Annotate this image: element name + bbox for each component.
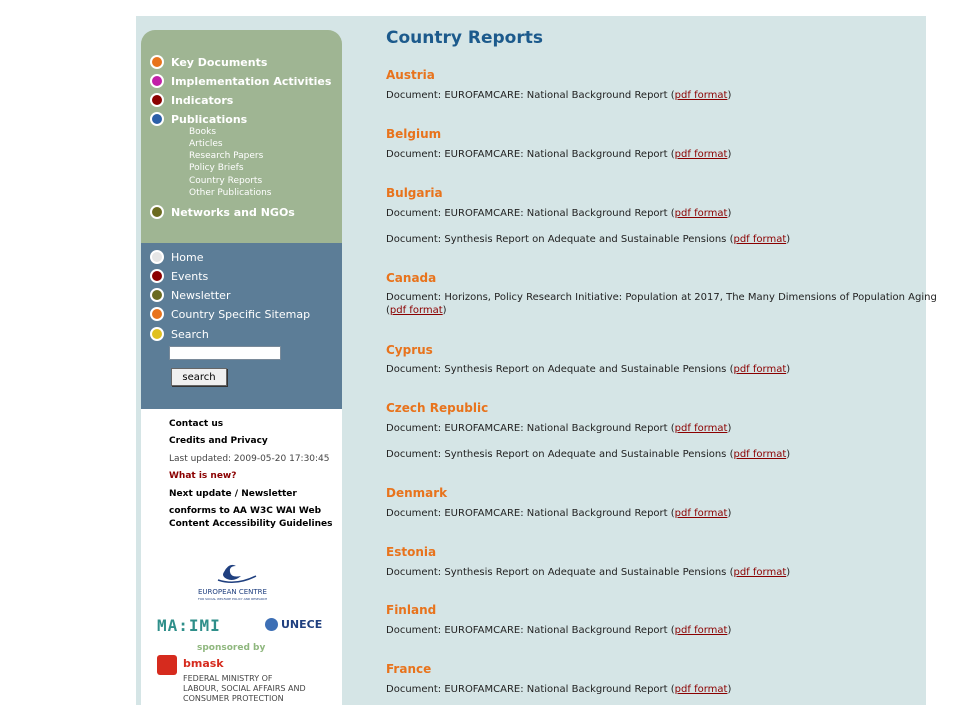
bmask-logo[interactable] bbox=[157, 654, 306, 703]
nav-label: Indicators bbox=[171, 93, 234, 107]
sub-item-articles[interactable]: Articles bbox=[189, 139, 223, 149]
nav-networks-ngos[interactable] bbox=[150, 204, 295, 220]
pdf-format-link[interactable]: pdf format bbox=[389, 305, 443, 316]
document-suffix: ) bbox=[442, 305, 447, 316]
country-heading-belgium: Belgium bbox=[386, 127, 442, 141]
document-title: Document: Horizons, Policy Research Initiative: Population at 2017, The Many Dimensions of Population Aging bbox=[386, 292, 937, 303]
country-heading-france: France bbox=[386, 662, 432, 676]
bullet-icon bbox=[150, 205, 164, 219]
sub-item-other-publications[interactable]: Other Publications bbox=[189, 188, 272, 198]
european-centre-logo[interactable] bbox=[196, 560, 276, 602]
country-heading-denmark: Denmark bbox=[386, 486, 448, 500]
bullet-icon bbox=[150, 250, 164, 264]
document-title: Document: EUROFAMCARE: National Background Report ( bbox=[386, 208, 675, 219]
document-title: Document: EUROFAMCARE: National Background Report ( bbox=[386, 90, 675, 101]
bullet-icon bbox=[150, 288, 164, 302]
country-heading-austria: Austria bbox=[386, 68, 435, 82]
pdf-format-link[interactable]: pdf format bbox=[733, 449, 787, 460]
document-title: Document: Synthesis Report on Adequate and Sustainable Pensions ( bbox=[386, 234, 734, 245]
un-globe-icon bbox=[265, 618, 278, 631]
search-button[interactable]: search bbox=[171, 368, 227, 386]
nav-label: Search bbox=[171, 327, 209, 341]
document-entry bbox=[386, 291, 937, 304]
unece-label: UNECE bbox=[281, 618, 323, 631]
document-entry bbox=[386, 233, 790, 246]
document-title: Document: EUROFAMCARE: National Background Report ( bbox=[386, 149, 675, 160]
document-suffix: ) bbox=[727, 90, 732, 101]
pdf-format-link[interactable]: pdf format bbox=[733, 364, 787, 375]
nav-publications[interactable] bbox=[150, 111, 247, 127]
document-entry bbox=[386, 422, 731, 435]
document-suffix: ) bbox=[727, 625, 732, 636]
nav-label: Implementation Activities bbox=[171, 74, 332, 88]
sub-item-books[interactable]: Books bbox=[189, 127, 217, 137]
document-title: Document: Synthesis Report on Adequate and Sustainable Pensions ( bbox=[386, 449, 734, 460]
sub-item-country-reports[interactable]: Country Reports bbox=[189, 176, 263, 186]
bullet-icon bbox=[150, 269, 164, 283]
pdf-format-link[interactable]: pdf format bbox=[674, 208, 728, 219]
nav-label: Key Documents bbox=[171, 55, 268, 69]
nav-label: Publications bbox=[171, 112, 248, 126]
pdf-format-link[interactable]: pdf format bbox=[674, 508, 728, 519]
bullet-icon bbox=[150, 327, 164, 341]
document-title: Document: Synthesis Report on Adequate and Sustainable Pensions ( bbox=[386, 364, 734, 375]
document-suffix: ) bbox=[727, 149, 732, 160]
pdf-format-link[interactable]: pdf format bbox=[733, 567, 787, 578]
document-entry bbox=[386, 507, 731, 520]
nav-home[interactable] bbox=[150, 249, 203, 265]
sub-item-policy-briefs[interactable]: Policy Briefs bbox=[189, 163, 244, 173]
sub-item-research-papers[interactable]: Research Papers bbox=[189, 151, 264, 161]
document-suffix: ) bbox=[786, 449, 791, 460]
nav-label: Home bbox=[171, 250, 204, 264]
document-title: ( bbox=[386, 305, 390, 316]
document-suffix: ) bbox=[786, 567, 791, 578]
bullet-icon bbox=[150, 307, 164, 321]
document-suffix: ) bbox=[727, 423, 732, 434]
document-title: Document: EUROFAMCARE: National Background Report ( bbox=[386, 625, 675, 636]
credits-link[interactable]: Credits and Privacy bbox=[169, 436, 268, 446]
search-input[interactable] bbox=[169, 346, 281, 360]
nav-country-sitemap[interactable] bbox=[150, 306, 310, 322]
nav-newsletter[interactable] bbox=[150, 287, 230, 303]
nav-label: Events bbox=[171, 269, 209, 283]
next-update-link[interactable]: Next update / Newsletter bbox=[169, 489, 297, 499]
country-heading-finland: Finland bbox=[386, 603, 437, 617]
document-entry bbox=[386, 448, 790, 461]
nav-label: Networks and NGOs bbox=[171, 205, 295, 219]
document-entry bbox=[386, 683, 731, 696]
bmask-description: FEDERAL MINISTRY OF LABOUR, SOCIAL AFFAIRS AND CONSUMER PROTECTION bbox=[183, 674, 306, 703]
contact-link[interactable]: Contact us bbox=[169, 419, 224, 429]
document-entry bbox=[386, 363, 790, 376]
document-title: Document: EUROFAMCARE: National Background Report ( bbox=[386, 423, 675, 434]
nav-search[interactable] bbox=[150, 326, 209, 342]
country-heading-canada: Canada bbox=[386, 271, 437, 285]
w3c-line-1[interactable]: conforms to AA W3C WAI Web bbox=[169, 506, 322, 516]
document-suffix: ) bbox=[786, 364, 791, 375]
unece-logo[interactable] bbox=[265, 618, 322, 631]
bullet-icon bbox=[150, 112, 164, 126]
ec-name: EUROPEAN CENTRE bbox=[198, 588, 267, 596]
page-title: Country Reports bbox=[386, 28, 543, 48]
document-title: Document: EUROFAMCARE: National Background Report ( bbox=[386, 508, 675, 519]
country-heading-czech-republic: Czech Republic bbox=[386, 401, 489, 415]
bullet-icon bbox=[150, 55, 164, 69]
document-entry bbox=[386, 207, 731, 220]
country-heading-bulgaria: Bulgaria bbox=[386, 186, 443, 200]
nav-events[interactable] bbox=[150, 268, 208, 284]
whats-new-link[interactable]: What is new? bbox=[169, 471, 237, 481]
bmask-name: bmask bbox=[183, 657, 224, 670]
sidebar bbox=[141, 30, 342, 705]
nav-label: Country Specific Sitemap bbox=[171, 307, 311, 321]
document-title: Document: EUROFAMCARE: National Background Report ( bbox=[386, 684, 675, 695]
pdf-format-link[interactable]: pdf format bbox=[674, 149, 728, 160]
document-suffix: ) bbox=[727, 684, 732, 695]
nav-implementation-activities[interactable] bbox=[150, 73, 331, 89]
document-entry bbox=[386, 304, 447, 317]
last-updated: Last updated: 2009-05-20 17:30:45 bbox=[169, 454, 330, 464]
country-heading-cyprus: Cyprus bbox=[386, 343, 433, 357]
country-heading-estonia: Estonia bbox=[386, 545, 437, 559]
pdf-format-link[interactable]: pdf format bbox=[674, 423, 728, 434]
bullet-icon bbox=[150, 74, 164, 88]
document-suffix: ) bbox=[727, 208, 732, 219]
nav-label: Newsletter bbox=[171, 288, 231, 302]
bullet-icon bbox=[150, 93, 164, 107]
w3c-line-2[interactable]: Content Accessibility Guidelines bbox=[169, 519, 333, 529]
pdf-format-link[interactable]: pdf format bbox=[674, 684, 728, 695]
bmask-emblem-icon bbox=[157, 655, 177, 675]
pdf-format-link[interactable]: pdf format bbox=[674, 90, 728, 101]
document-entry bbox=[386, 148, 731, 161]
nav-indicators[interactable] bbox=[150, 92, 233, 108]
nav-key-documents[interactable] bbox=[150, 54, 267, 70]
document-entry bbox=[386, 89, 731, 102]
document-suffix: ) bbox=[727, 508, 732, 519]
ec-subtitle: FOR SOCIAL WELFARE POLICY AND RESEARCH bbox=[198, 597, 268, 601]
document-title: Document: Synthesis Report on Adequate and Sustainable Pensions ( bbox=[386, 567, 734, 578]
pdf-format-link[interactable]: pdf format bbox=[733, 234, 787, 245]
sponsored-label: sponsored by bbox=[197, 643, 266, 653]
document-suffix: ) bbox=[786, 234, 791, 245]
document-entry bbox=[386, 566, 790, 579]
pdf-format-link[interactable]: pdf format bbox=[674, 625, 728, 636]
mai-logo[interactable]: MA:IMI bbox=[157, 616, 221, 635]
sidebar-primary-nav bbox=[141, 30, 342, 243]
document-entry bbox=[386, 624, 731, 637]
